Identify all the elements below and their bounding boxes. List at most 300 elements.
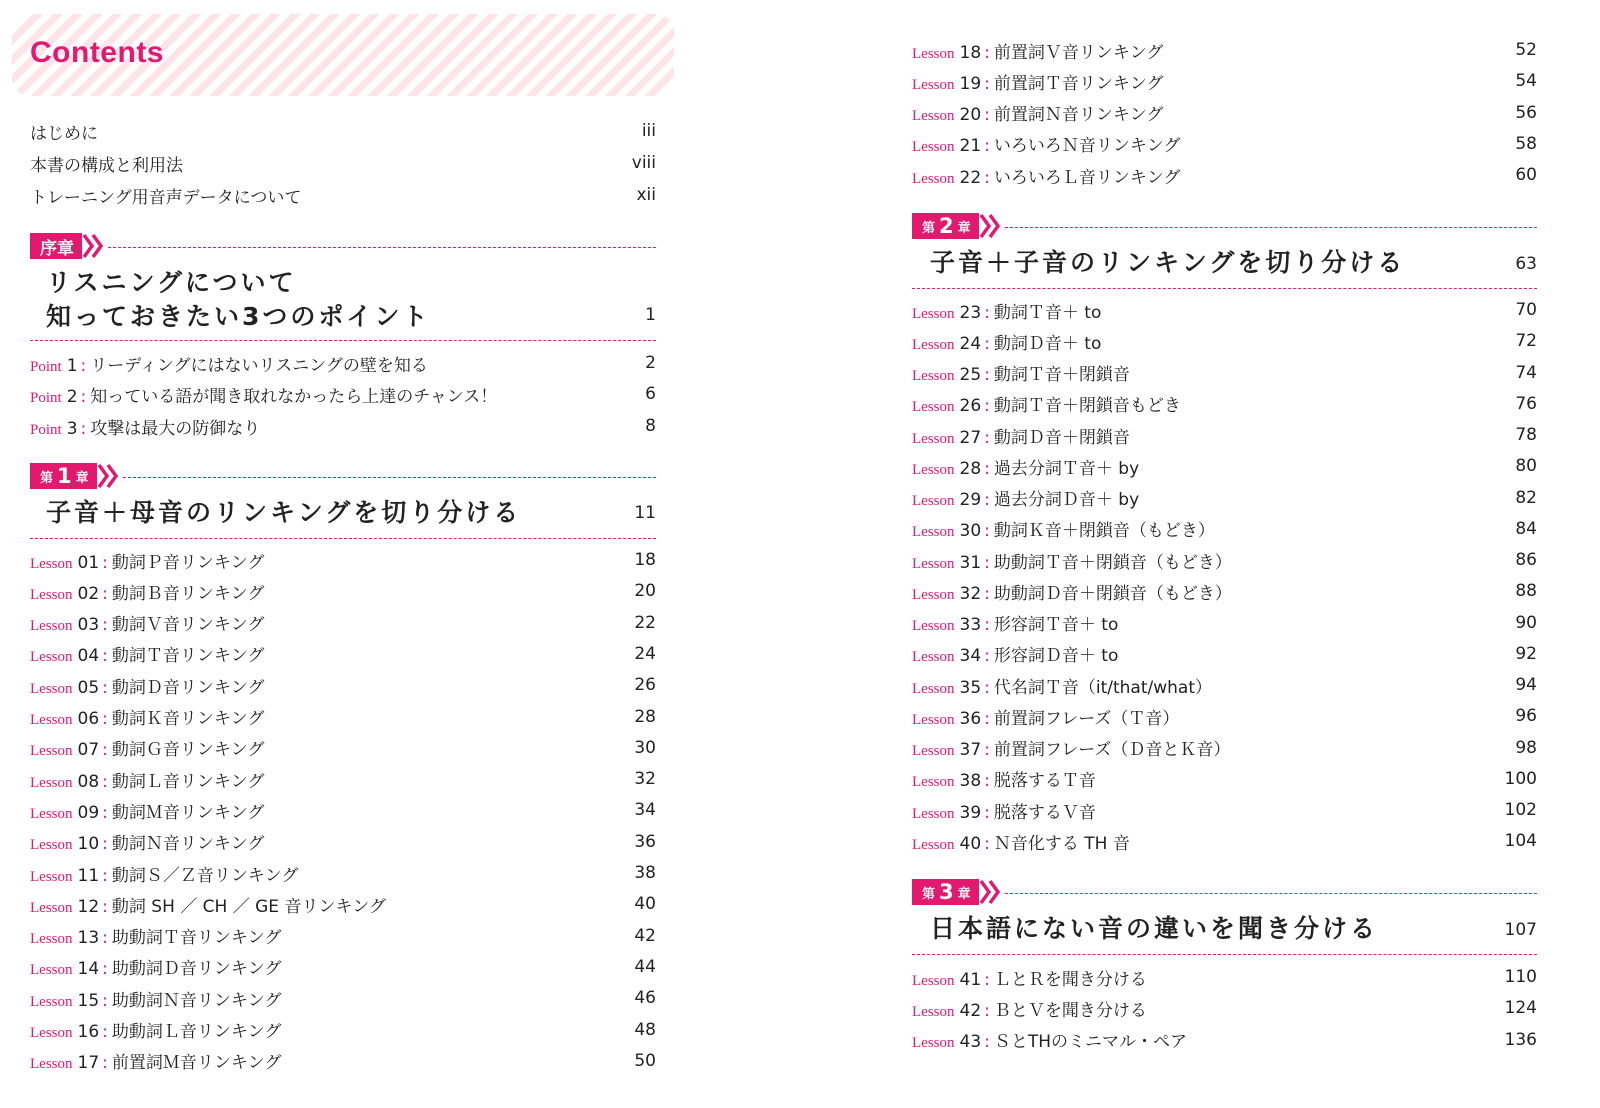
double-chevron-icon (979, 877, 1001, 907)
entry-colon: : (102, 552, 108, 573)
entry-prefix: Lesson (912, 836, 955, 853)
prologue-title[interactable] (46, 266, 430, 334)
entry-title: はじめに (30, 123, 98, 144)
entry-colon: : (984, 167, 990, 188)
entry-title: 動詞Ｍ音リンキング (111, 802, 265, 823)
entry-page: 42 (634, 925, 656, 946)
entry-prefix: Lesson (912, 368, 955, 384)
entry-number: 40 (959, 833, 982, 854)
entry-colon: : (984, 802, 990, 823)
entry-colon: : (984, 521, 990, 542)
chapter2-page: 63 (1515, 254, 1537, 274)
entry-title: 動詞Ｌ音リンキング (111, 771, 265, 792)
toc-entry-lesson[interactable] (30, 985, 656, 1011)
entry-prefix: Lesson (30, 649, 73, 666)
entry-page: 78 (1515, 425, 1537, 445)
entry-colon: : (102, 1022, 108, 1042)
chapter3-page: 107 (1504, 920, 1537, 940)
entry-colon: : (80, 386, 87, 407)
entry-page: 18 (634, 550, 656, 570)
entry-page: 102 (1504, 800, 1537, 820)
entry-title: 動詞Ｖ音リンキング (111, 615, 265, 636)
entry-title: 動詞Ｔ音リンキング (111, 646, 265, 667)
entry-page: 58 (1515, 133, 1537, 154)
toc-entry-lesson[interactable] (912, 672, 1537, 698)
chapter1-page: 11 (634, 503, 656, 523)
entry-page: 2 (645, 353, 656, 373)
entry-number: 13 (77, 928, 100, 949)
badge-post: 章 (957, 886, 971, 902)
entry-title: 助動詞Ｔ音リンキング (111, 928, 282, 949)
entry-number: 11 (77, 865, 100, 886)
entry-page: 52 (1515, 40, 1537, 60)
entry-colon: : (984, 583, 990, 604)
divider (30, 340, 656, 341)
prologue-header (30, 231, 656, 261)
entry-prefix: Lesson (912, 139, 955, 156)
entry-page: 86 (1515, 550, 1537, 570)
entry-prefix: Lesson (30, 805, 73, 822)
entry-number: 18 (959, 42, 982, 63)
toc-entry-lesson[interactable] (912, 100, 1537, 126)
toc-entry-lesson[interactable] (912, 516, 1537, 542)
toc-entry-lesson[interactable] (912, 297, 1537, 323)
entry-prefix: Lesson (912, 618, 955, 634)
entry-prefix: Lesson (30, 680, 73, 697)
entry-number: 28 (959, 458, 982, 479)
entry-title: ＬとＲを聞き分ける (993, 969, 1147, 990)
divider (912, 954, 1537, 955)
entry-page: 60 (1515, 165, 1537, 186)
badge-pre: 第 (40, 470, 54, 486)
entry-prefix: Lesson (30, 618, 73, 635)
entry-colon: : (102, 740, 108, 761)
entry-number: 38 (959, 771, 982, 792)
entry-colon: : (80, 355, 87, 376)
entry-colon: : (984, 646, 990, 667)
entry-title: 脱落するＴ音 (993, 771, 1096, 792)
entry-number: 35 (959, 677, 982, 698)
entry-title: 助動詞Ｄ音リンキング (111, 959, 282, 980)
toc-entry-preface[interactable] (30, 118, 656, 144)
entry-number: 42 (959, 1000, 982, 1021)
dashed-rule (108, 247, 656, 248)
entry-colon: : (984, 552, 990, 573)
entry-page: 88 (1515, 581, 1537, 602)
toc-entry-lesson[interactable] (912, 797, 1537, 823)
entry-title: 助動詞Ｔ音＋閉鎖音（もどき） (993, 552, 1232, 573)
entry-prefix: Lesson (912, 743, 955, 759)
entry-prefix: Lesson (912, 45, 955, 62)
entry-number: 20 (959, 105, 982, 126)
entry-colon: : (102, 583, 108, 604)
contents-title: Contents (30, 36, 164, 69)
entry-colon: : (984, 740, 990, 760)
toc-entry-lesson[interactable] (30, 797, 656, 823)
entry-colon: : (984, 1000, 990, 1021)
entry-prefix: Lesson (912, 680, 955, 697)
toc-entry-lesson[interactable] (30, 672, 656, 698)
entry-colon: : (102, 896, 108, 917)
toc-entry-lesson[interactable] (912, 610, 1537, 636)
entry-prefix: Lesson (912, 336, 955, 353)
entry-page: 36 (634, 831, 656, 852)
toc-entry-lesson[interactable] (912, 485, 1537, 511)
chapter3-header (912, 877, 1537, 907)
toc-entry-lesson[interactable] (912, 703, 1537, 729)
toc-entry-lesson[interactable] (30, 923, 656, 949)
entry-number: 02 (77, 583, 100, 604)
entry-page: 98 (1515, 737, 1537, 758)
entry-number: 10 (77, 834, 100, 855)
dashed-rule (1005, 227, 1537, 228)
entry-page: 22 (634, 612, 656, 633)
entry-colon: : (984, 396, 990, 417)
entry-prefix: Lesson (30, 1056, 73, 1073)
entry-number: 01 (77, 552, 100, 573)
toc-entry-lesson[interactable] (30, 547, 656, 573)
toc-entry-lesson[interactable] (912, 547, 1537, 573)
entry-prefix: Lesson (912, 493, 955, 509)
entry-title: 動詞Ｔ音＋閉鎖音 (993, 365, 1130, 385)
entry-number: 39 (959, 802, 982, 823)
entry-number: 05 (77, 677, 100, 698)
entry-title: トレーニング用音声データについて (30, 187, 302, 208)
entry-title: 助動詞Ｎ音リンキング (111, 990, 282, 1011)
entry-colon: : (102, 834, 108, 855)
toc-entry-lesson[interactable] (30, 954, 656, 980)
entry-prefix: Lesson (30, 868, 73, 885)
entry-colon: : (102, 709, 108, 729)
entry-colon: : (984, 333, 990, 354)
entry-colon: : (984, 969, 990, 990)
toc-entry-lesson[interactable] (30, 1017, 656, 1043)
entry-colon: : (984, 490, 990, 510)
entry-number: 21 (959, 136, 982, 157)
toc-entry-lesson[interactable] (30, 610, 656, 636)
right-page (910, 0, 1590, 1108)
left-page (0, 0, 700, 1108)
entry-page: xii (636, 185, 656, 205)
toc-entry-lesson[interactable] (30, 578, 656, 604)
entry-title: いろいろＬ音リンキング (993, 167, 1181, 188)
chapter2-title[interactable]: 子音＋子音のリンキングを切り分ける (930, 248, 1406, 277)
toc-entry-lesson[interactable] (30, 860, 656, 886)
chapter3-badge (912, 879, 979, 905)
toc-entry-lesson[interactable] (912, 162, 1537, 188)
entry-page: viii (631, 153, 656, 173)
entry-colon: : (984, 1032, 990, 1053)
toc-entry-lesson[interactable] (912, 1027, 1537, 1053)
badge-number: 2 (939, 214, 954, 238)
entry-number: 30 (959, 521, 982, 542)
toc-entry-lesson[interactable] (912, 68, 1537, 94)
entry-number: 36 (959, 708, 982, 729)
entry-colon: : (102, 771, 108, 792)
toc-entry-lesson[interactable] (912, 453, 1537, 479)
entry-number: 31 (959, 552, 982, 573)
entry-number: 3 (66, 418, 78, 439)
entry-colon: : (984, 615, 990, 635)
entry-page: 92 (1515, 643, 1537, 664)
toc-entry-lesson[interactable] (30, 829, 656, 855)
badge-number: 1 (57, 464, 72, 488)
toc-entry-lesson[interactable] (912, 131, 1537, 157)
entry-colon: : (984, 708, 990, 729)
toc-entry-lesson[interactable] (912, 391, 1537, 417)
entry-title: 動詞Ｂ音リンキング (111, 583, 265, 604)
toc-entry-point[interactable] (30, 350, 656, 376)
entry-prefix: Lesson (912, 555, 955, 572)
entry-number: 14 (77, 959, 100, 980)
entry-page: 46 (634, 988, 656, 1009)
badge-post: 章 (75, 470, 89, 486)
toc-entry-point[interactable] (30, 381, 656, 407)
entry-colon: : (984, 73, 990, 94)
entry-colon: : (102, 1053, 108, 1074)
entry-page: 100 (1504, 768, 1537, 789)
entry-page: 76 (1515, 393, 1537, 414)
entry-colon: : (984, 771, 990, 792)
entry-page: 30 (634, 737, 656, 758)
entry-number: 41 (959, 969, 982, 990)
entry-title: 前置詞Ｍ音リンキング (111, 1053, 282, 1074)
entry-number: 23 (959, 302, 982, 323)
entry-page: 24 (634, 643, 656, 664)
entry-page: 110 (1504, 967, 1537, 987)
prologue-title-line1: リスニングについて (46, 268, 297, 297)
entry-prefix: Lesson (912, 524, 955, 541)
entry-number: 16 (77, 1022, 100, 1042)
entry-prefix: Lesson (912, 805, 955, 822)
entry-number: 19 (959, 73, 982, 94)
toc-entry-lesson[interactable] (912, 422, 1537, 448)
entry-title: 動詞Ｄ音＋閉鎖音 (993, 427, 1130, 448)
toc-entry-lesson[interactable] (912, 578, 1537, 604)
toc-entry-lesson[interactable] (912, 766, 1537, 792)
entry-number: 2 (66, 386, 78, 407)
entry-page: 48 (634, 1019, 656, 1040)
toc-entry-structure[interactable] (30, 150, 656, 176)
entry-page: 32 (634, 769, 656, 790)
entry-page: 8 (645, 416, 656, 436)
entry-title: 代名詞Ｔ音（it/that/what） (993, 677, 1213, 698)
toc-entry-lesson[interactable] (912, 828, 1537, 854)
entry-colon: : (984, 365, 990, 385)
chapter3-title[interactable]: 日本語にない音の違いを聞き分ける (930, 914, 1379, 943)
toc-entry-lesson[interactable] (912, 37, 1537, 63)
entry-page: 90 (1515, 612, 1537, 633)
entry-prefix: Lesson (912, 461, 955, 478)
entry-number: 43 (959, 1032, 982, 1053)
entry-colon: : (102, 677, 108, 698)
double-chevron-icon (82, 231, 104, 261)
entry-colon: : (984, 42, 990, 63)
entry-prefix: Lesson (30, 586, 73, 603)
entry-title: 過去分詞Ｄ音＋ by (993, 490, 1140, 510)
toc-entry-lesson[interactable] (30, 704, 656, 730)
entry-page: 72 (1515, 331, 1537, 352)
entry-prefix: Lesson (912, 649, 955, 666)
entry-page: 28 (634, 706, 656, 727)
toc-entry-point[interactable] (30, 413, 656, 439)
entry-page: 70 (1515, 300, 1537, 320)
entry-prefix: Lesson (912, 711, 955, 728)
entry-number: 15 (77, 990, 100, 1011)
badge-label: 序章 (40, 238, 74, 259)
entry-number: 33 (959, 615, 982, 635)
entry-number: 12 (77, 896, 100, 917)
entry-page: 104 (1504, 831, 1537, 852)
entry-prefix: Lesson (912, 774, 955, 791)
entry-prefix: Lesson (30, 837, 73, 854)
toc-entry-audio[interactable] (30, 182, 656, 208)
entry-number: 32 (959, 583, 982, 604)
entry-title: Ｎ音化する TH 音 (993, 833, 1130, 854)
entry-prefix: Lesson (30, 899, 73, 916)
entry-page: 20 (634, 581, 656, 602)
entry-colon: : (102, 802, 108, 823)
entry-colon: : (102, 959, 108, 980)
entry-title: 動詞Ｐ音リンキング (111, 552, 265, 573)
entry-title: 過去分詞Ｔ音＋ by (993, 458, 1140, 479)
entry-colon: : (80, 418, 87, 439)
entry-prefix: Lesson (912, 1035, 955, 1052)
entry-page: 50 (634, 1050, 656, 1071)
entry-prefix: Lesson (30, 993, 73, 1010)
toc-entry-lesson[interactable] (912, 735, 1537, 761)
entry-title: いろいろＮ音リンキング (993, 136, 1181, 157)
entry-number: 24 (959, 333, 982, 354)
entry-page: 82 (1515, 487, 1537, 508)
entry-number: 29 (959, 490, 982, 510)
entry-prefix: Lesson (30, 931, 73, 948)
entry-title: 動詞Ｔ音＋閉鎖音もどき (993, 396, 1181, 417)
entry-title: 動詞Ｎ音リンキング (111, 834, 265, 855)
entry-title: 助動詞Ｄ音＋閉鎖音（もどき） (993, 583, 1232, 604)
toc-entry-lesson[interactable] (912, 995, 1537, 1021)
entry-title: 動詞Ｄ音＋ to (993, 333, 1102, 354)
entry-number: 08 (77, 771, 100, 792)
entry-title: リーディングにはないリスニングの壁を知る (90, 355, 428, 376)
entry-page: 74 (1515, 362, 1537, 383)
entry-number: 26 (959, 396, 982, 417)
entry-page: 124 (1504, 998, 1537, 1019)
double-chevron-icon (97, 461, 119, 491)
toc-entry-lesson[interactable] (912, 964, 1537, 990)
entry-colon: : (102, 928, 108, 949)
chapter1-header (30, 461, 656, 491)
entry-title: 前置詞Ｎ音リンキング (993, 105, 1164, 126)
prologue-title-line2: 知っておきたい3つのポイント (46, 302, 431, 331)
badge-number: 3 (939, 880, 954, 904)
entry-prefix: Lesson (912, 399, 955, 416)
entry-title: 攻撃は最大の防御なり (90, 418, 261, 439)
entry-page: 80 (1515, 456, 1537, 477)
entry-prefix: Lesson (30, 555, 73, 572)
entry-title: 形容詞Ｄ音＋ to (993, 646, 1119, 667)
badge-pre: 第 (922, 886, 936, 902)
toc-entry-lesson[interactable] (30, 891, 656, 917)
chapter1-title[interactable]: 子音＋母音のリンキングを切り分ける (46, 498, 522, 527)
entry-title: 動詞Ｓ／Ｚ音リンキング (111, 865, 299, 886)
toc-entry-lesson[interactable] (912, 641, 1537, 667)
toc-entry-lesson[interactable] (912, 360, 1537, 386)
entry-title: 動詞Ｄ音リンキング (111, 677, 265, 698)
toc-entry-lesson[interactable] (30, 1048, 656, 1074)
entry-colon: : (984, 427, 990, 448)
entry-colon: : (984, 833, 990, 854)
entry-number: 25 (959, 365, 982, 385)
entry-prefix: Lesson (912, 972, 955, 989)
entry-page: 96 (1515, 706, 1537, 727)
prologue-badge (30, 233, 82, 259)
entry-page: 44 (634, 956, 656, 977)
entry-number: 09 (77, 802, 100, 823)
entry-page: 56 (1515, 102, 1537, 123)
entry-prefix: Lesson (912, 430, 955, 447)
toc-entry-lesson[interactable] (30, 766, 656, 792)
dashed-rule (123, 477, 656, 478)
entry-title: ＳとTHのミニマル・ペア (993, 1032, 1188, 1053)
divider (912, 288, 1537, 289)
entry-page: 38 (634, 863, 656, 883)
entry-prefix: Lesson (912, 305, 955, 322)
entry-number: 17 (77, 1053, 100, 1074)
entry-page: 84 (1515, 518, 1537, 539)
entry-page: 6 (645, 384, 656, 404)
entry-title: 前置詞Ｔ音リンキング (993, 73, 1164, 94)
toc-entry-lesson[interactable] (30, 641, 656, 667)
badge-pre: 第 (922, 220, 936, 236)
entry-page: 94 (1515, 675, 1537, 695)
entry-colon: : (984, 677, 990, 698)
entry-prefix: Lesson (30, 743, 73, 760)
entry-title: 動詞 SH ／ CH ／ GE 音リンキング (111, 896, 386, 917)
entry-prefix: Lesson (912, 170, 955, 187)
entry-title: 動詞Ｔ音＋ to (993, 302, 1102, 323)
chapter2-badge (912, 213, 979, 239)
toc-entry-lesson[interactable] (912, 328, 1537, 354)
entry-title: 前置詞フレーズ（Ｄ音とＫ音） (993, 740, 1231, 760)
dashed-rule (1005, 893, 1537, 894)
entry-prefix: Lesson (30, 962, 73, 979)
entry-number: 1 (66, 355, 78, 376)
entry-title: 動詞Ｋ音＋閉鎖音（もどき） (993, 521, 1215, 542)
entry-title: 動詞Ｋ音リンキング (111, 709, 265, 729)
divider (30, 538, 656, 539)
entry-colon: : (984, 136, 990, 157)
toc-entry-lesson[interactable] (30, 735, 656, 761)
entry-title: 前置詞Ｖ音リンキング (993, 42, 1164, 63)
entry-number: 34 (959, 646, 982, 667)
entry-title: 前置詞フレーズ（Ｔ音） (993, 708, 1180, 729)
entry-prefix: Lesson (912, 108, 955, 125)
prologue-page: 1 (645, 305, 656, 325)
entry-page: 26 (634, 675, 656, 696)
entry-number: 07 (77, 740, 100, 761)
entry-colon: : (984, 105, 990, 126)
entry-number: 37 (959, 740, 982, 760)
entry-page: 54 (1515, 71, 1537, 92)
entry-prefix: Lesson (912, 76, 955, 93)
entry-title: 形容詞Ｔ音＋ to (993, 615, 1119, 635)
entry-colon: : (984, 302, 990, 323)
entry-prefix: Lesson (912, 1003, 955, 1020)
entry-colon: : (102, 990, 108, 1011)
entry-title: 知っている語が聞き取れなかったら上達のチャンス！ (90, 386, 498, 407)
entry-prefix: Lesson (30, 1025, 73, 1041)
